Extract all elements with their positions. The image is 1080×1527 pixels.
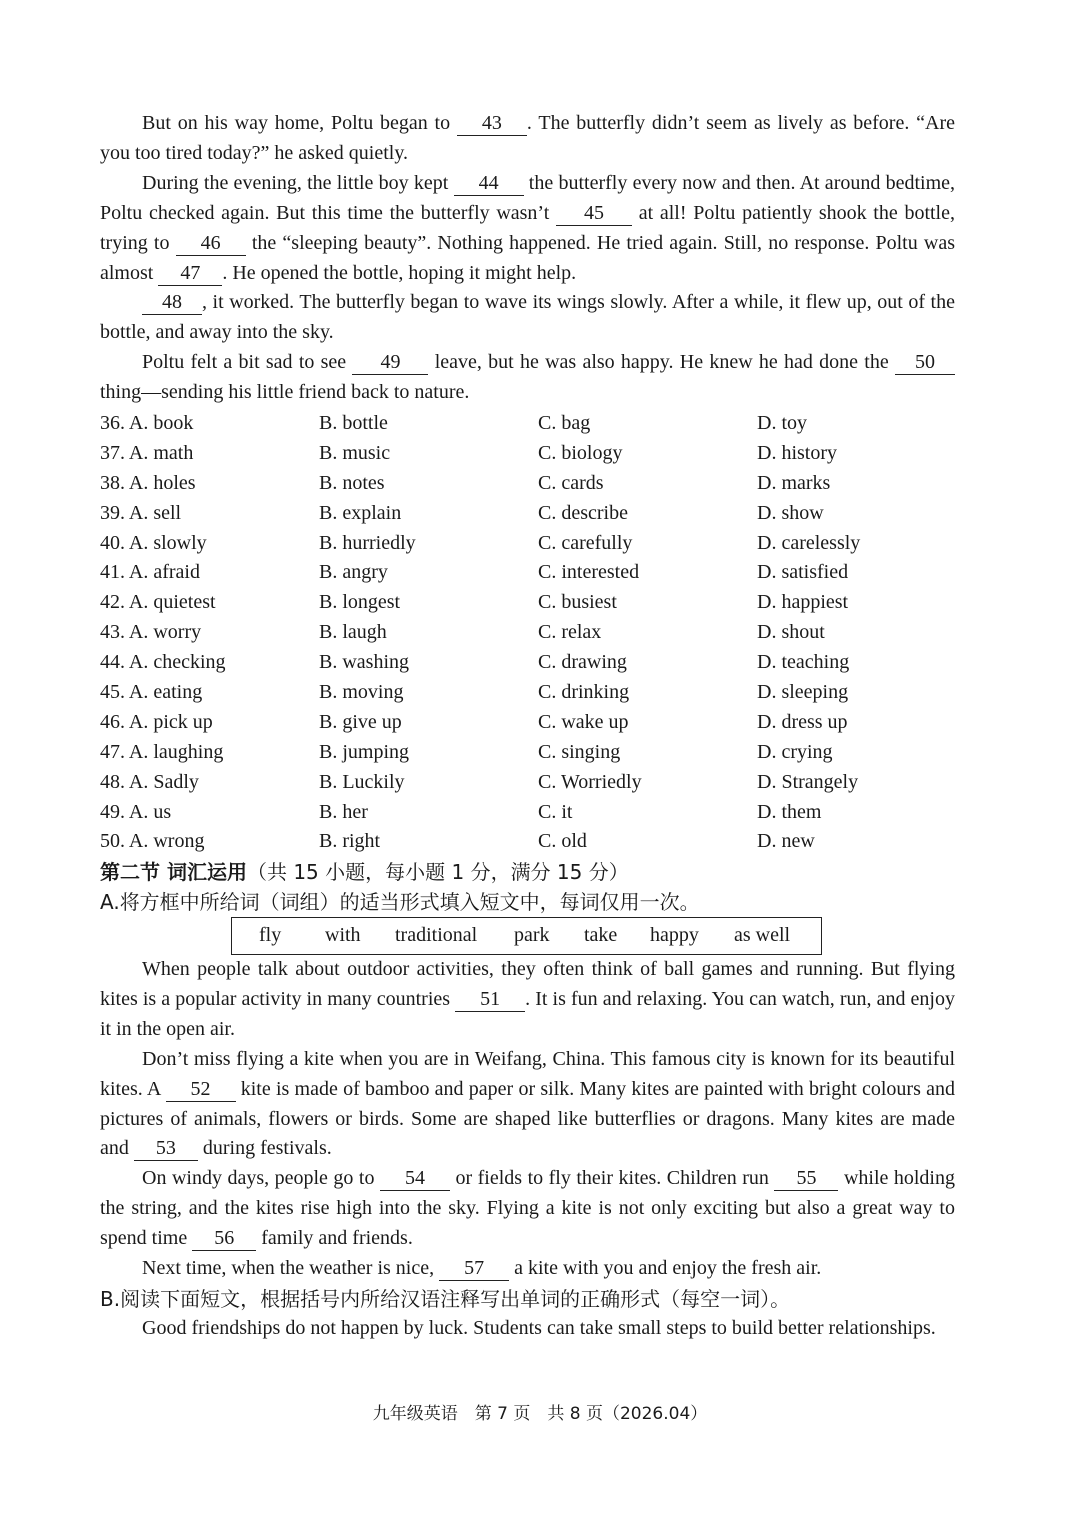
- instruction-b: B.阅读下面短文，根据括号内所给汉语注释写出单词的正确形式（每空一词）。: [100, 1287, 791, 1311]
- option-c[interactable]: C. it: [538, 800, 573, 823]
- blank-57[interactable]: 57: [439, 1256, 509, 1281]
- option-c[interactable]: C. singing: [538, 740, 621, 763]
- option-c[interactable]: C. busiest: [538, 591, 617, 614]
- option-b[interactable]: B. her: [319, 800, 368, 823]
- text: When people talk about outdoor activities, they often think of ball games and running. But flying kites is a popular activity in many countries: [100, 958, 955, 1010]
- paragraph: Good friendships do not happen by luck. Students can take small steps to build better relationships.: [142, 1317, 936, 1339]
- option-d[interactable]: D. toy: [757, 412, 807, 434]
- option-c[interactable]: C. describe: [538, 501, 628, 524]
- paragraph: [100, 1045, 955, 1165]
- options-list: [100, 409, 960, 857]
- option-c[interactable]: C. old: [538, 830, 587, 853]
- option-c[interactable]: C. interested: [538, 561, 640, 584]
- option-b[interactable]: B. moving: [319, 681, 404, 704]
- text: . It is fun and relaxing. You can watch, run, and enjoy it in the open air.: [100, 987, 955, 1040]
- option-d[interactable]: D. sleeping: [757, 681, 849, 704]
- blank-50[interactable]: 50: [895, 350, 955, 375]
- option-d[interactable]: D. show: [757, 501, 824, 524]
- option-row: [100, 827, 960, 857]
- option-d[interactable]: D. satisfied: [757, 561, 849, 584]
- option-row: [100, 648, 960, 678]
- word-box-item: park: [514, 924, 550, 946]
- blank-54[interactable]: 54: [380, 1166, 450, 1191]
- option-row: [100, 409, 960, 439]
- option-c[interactable]: C. relax: [538, 621, 602, 644]
- option-a[interactable]: 37. A. math: [100, 441, 194, 464]
- passage-three: [100, 1314, 955, 1344]
- option-a[interactable]: 48. A. Sadly: [100, 770, 199, 793]
- text: while holding the string, and the kites rise high into the sky. Flying a kite is not only exciting but also a great way to spend time: [100, 1167, 955, 1250]
- text: Next time, when the weather is nice,: [142, 1257, 440, 1280]
- blank-44[interactable]: 44: [454, 171, 524, 196]
- section-scoring: （共 15 小题，每小题 1 分，满分 15 分）: [246, 860, 629, 884]
- word-box-item: take: [584, 924, 618, 946]
- option-a[interactable]: 39. A. sell: [100, 501, 182, 524]
- option-a[interactable]: 36. A. book: [100, 412, 194, 434]
- option-d[interactable]: D. Strangely: [757, 770, 859, 793]
- blank-47[interactable]: 47: [158, 261, 222, 286]
- blank-45[interactable]: 45: [556, 201, 632, 226]
- option-d[interactable]: D. happiest: [757, 591, 849, 614]
- option-a[interactable]: 45. A. eating: [100, 681, 203, 704]
- paragraph: [100, 169, 955, 289]
- option-a[interactable]: 40. A. slowly: [100, 531, 207, 554]
- option-d[interactable]: D. dress up: [757, 710, 848, 733]
- option-d[interactable]: D. carelessly: [757, 531, 861, 554]
- option-b[interactable]: B. jumping: [319, 740, 410, 763]
- text: kite is made of bamboo and paper or silk. Many kites are painted with bright colours and pictures of animals, flowers or birds. Some are shaped like butterflies or dragons. Many kites are made and: [100, 1077, 955, 1160]
- paragraph: [100, 288, 955, 348]
- option-row: [100, 469, 960, 499]
- option-b[interactable]: B. Luckily: [319, 770, 405, 793]
- option-b[interactable]: B. longest: [319, 591, 401, 614]
- option-c[interactable]: C. bag: [538, 412, 591, 434]
- blank-53[interactable]: 53: [134, 1136, 198, 1161]
- text: thing—sending his little friend back to nature.: [100, 381, 470, 404]
- option-d[interactable]: D. teaching: [757, 651, 850, 674]
- option-b[interactable]: B. give up: [319, 710, 402, 733]
- option-c[interactable]: C. wake up: [538, 710, 629, 733]
- option-a[interactable]: 49. A. us: [100, 800, 172, 823]
- text: On windy days, people go to: [142, 1167, 380, 1190]
- word-box-item: fly: [259, 924, 282, 946]
- option-c[interactable]: C. drawing: [538, 651, 627, 674]
- blank-43[interactable]: 43: [457, 111, 527, 136]
- word-box-item: traditional: [395, 924, 478, 946]
- paragraph: [100, 955, 955, 1045]
- text: at all! Poltu patiently shook the bottle, trying to: [100, 201, 955, 254]
- word-box-item: with: [325, 924, 361, 946]
- option-c[interactable]: C. biology: [538, 441, 623, 464]
- option-b[interactable]: B. laugh: [319, 621, 387, 644]
- option-a[interactable]: 46. A. pick up: [100, 710, 213, 733]
- text: the butterfly every now and then. At around bedtime, Poltu checked again. But this time the butterfly wasn’t: [100, 171, 956, 224]
- text: . He opened the bottle, hoping it might help.: [222, 261, 577, 284]
- option-row: [100, 439, 960, 469]
- option-d[interactable]: D. crying: [757, 740, 833, 763]
- option-c[interactable]: C. drinking: [538, 681, 630, 704]
- word-box-item: as well: [734, 924, 791, 946]
- paragraph: [100, 1254, 955, 1284]
- option-d[interactable]: D. marks: [757, 471, 831, 494]
- option-b[interactable]: B. music: [319, 441, 391, 464]
- option-d[interactable]: D. shout: [757, 621, 825, 644]
- section-title: 第二节 词汇运用: [100, 860, 247, 884]
- option-row: [100, 618, 960, 648]
- text: , it worked. The butterfly began to wave its wings slowly. After a while, it flew up, out of the bottle, and away into the sky.: [100, 291, 955, 344]
- option-row: [100, 708, 960, 738]
- blank-49[interactable]: 49: [352, 350, 428, 375]
- option-d[interactable]: D. new: [757, 830, 815, 853]
- option-b[interactable]: B. explain: [319, 501, 402, 524]
- text: . The butterfly didn’t seem as lively as before. “Are you too tired today?” he asked quietly.: [100, 112, 955, 164]
- blank-51[interactable]: 51: [455, 987, 525, 1012]
- option-row: [100, 588, 960, 618]
- blank-56[interactable]: 56: [192, 1226, 256, 1251]
- text: a kite with you and enjoy the fresh air.: [509, 1257, 822, 1280]
- paragraph: [100, 1164, 955, 1254]
- option-row: [100, 798, 960, 828]
- text: Don’t miss flying a kite when you are in Weifang, China. This famous city is known for its beautiful kites. A: [100, 1047, 955, 1100]
- text: During the evening, the little boy kept: [142, 171, 454, 194]
- passage-two: [100, 955, 955, 1284]
- option-row: [100, 558, 960, 588]
- option-a[interactable]: 50. A. wrong: [100, 830, 205, 853]
- option-c[interactable]: C. Worriedly: [538, 770, 642, 793]
- option-row: [100, 529, 960, 559]
- option-b[interactable]: B. right: [319, 830, 381, 853]
- option-a[interactable]: 47. A. laughing: [100, 740, 224, 763]
- option-a[interactable]: 42. A. quietest: [100, 591, 216, 614]
- option-a[interactable]: 41. A. afraid: [100, 561, 200, 584]
- word-box: [231, 917, 822, 955]
- word-box-item: happy: [650, 924, 699, 946]
- text: But on his way home, Poltu began to: [142, 112, 457, 134]
- text: the “sleeping beauty”. Nothing happened. He tried again. Still, no response. Poltu was almost: [100, 231, 955, 284]
- option-row: [100, 768, 960, 798]
- blank-52[interactable]: 52: [166, 1077, 236, 1102]
- text: during festivals.: [197, 1137, 332, 1160]
- option-d[interactable]: D. them: [757, 800, 822, 823]
- text: family and friends.: [256, 1227, 413, 1250]
- blank-48[interactable]: 48: [142, 290, 202, 315]
- blank-55[interactable]: 55: [774, 1166, 838, 1191]
- page-footer: 九年级英语 第 7 页 共 8 页（2026.04）: [372, 1404, 708, 1424]
- option-b[interactable]: B. washing: [319, 651, 409, 674]
- section-heading: [100, 857, 629, 887]
- option-a[interactable]: 38. A. holes: [100, 471, 196, 494]
- option-a[interactable]: 43. A. worry: [100, 621, 202, 644]
- option-b[interactable]: B. bottle: [319, 412, 388, 434]
- option-b[interactable]: B. notes: [319, 471, 385, 494]
- option-row: [100, 499, 960, 529]
- text: or fields to fly their kites. Children run: [449, 1167, 775, 1190]
- blank-46[interactable]: 46: [176, 231, 246, 256]
- option-c[interactable]: C. cards: [538, 471, 604, 494]
- option-c[interactable]: C. carefully: [538, 531, 633, 554]
- text: leave, but he was also happy. He knew he had done the: [428, 351, 895, 374]
- paragraph: [100, 348, 955, 408]
- option-a[interactable]: 44. A. checking: [100, 651, 226, 674]
- passage-one: [100, 109, 955, 408]
- option-d[interactable]: D. history: [757, 441, 837, 464]
- option-b[interactable]: B. angry: [319, 561, 388, 584]
- text: Poltu felt a bit sad to see: [142, 351, 353, 374]
- option-row: [100, 678, 960, 708]
- paragraph: [100, 109, 955, 169]
- option-row: [100, 738, 960, 768]
- instruction-a: A.将方框中所给词（词组）的适当形式填入短文中，每词仅用一次。: [100, 890, 700, 914]
- option-b[interactable]: B. hurriedly: [319, 531, 416, 554]
